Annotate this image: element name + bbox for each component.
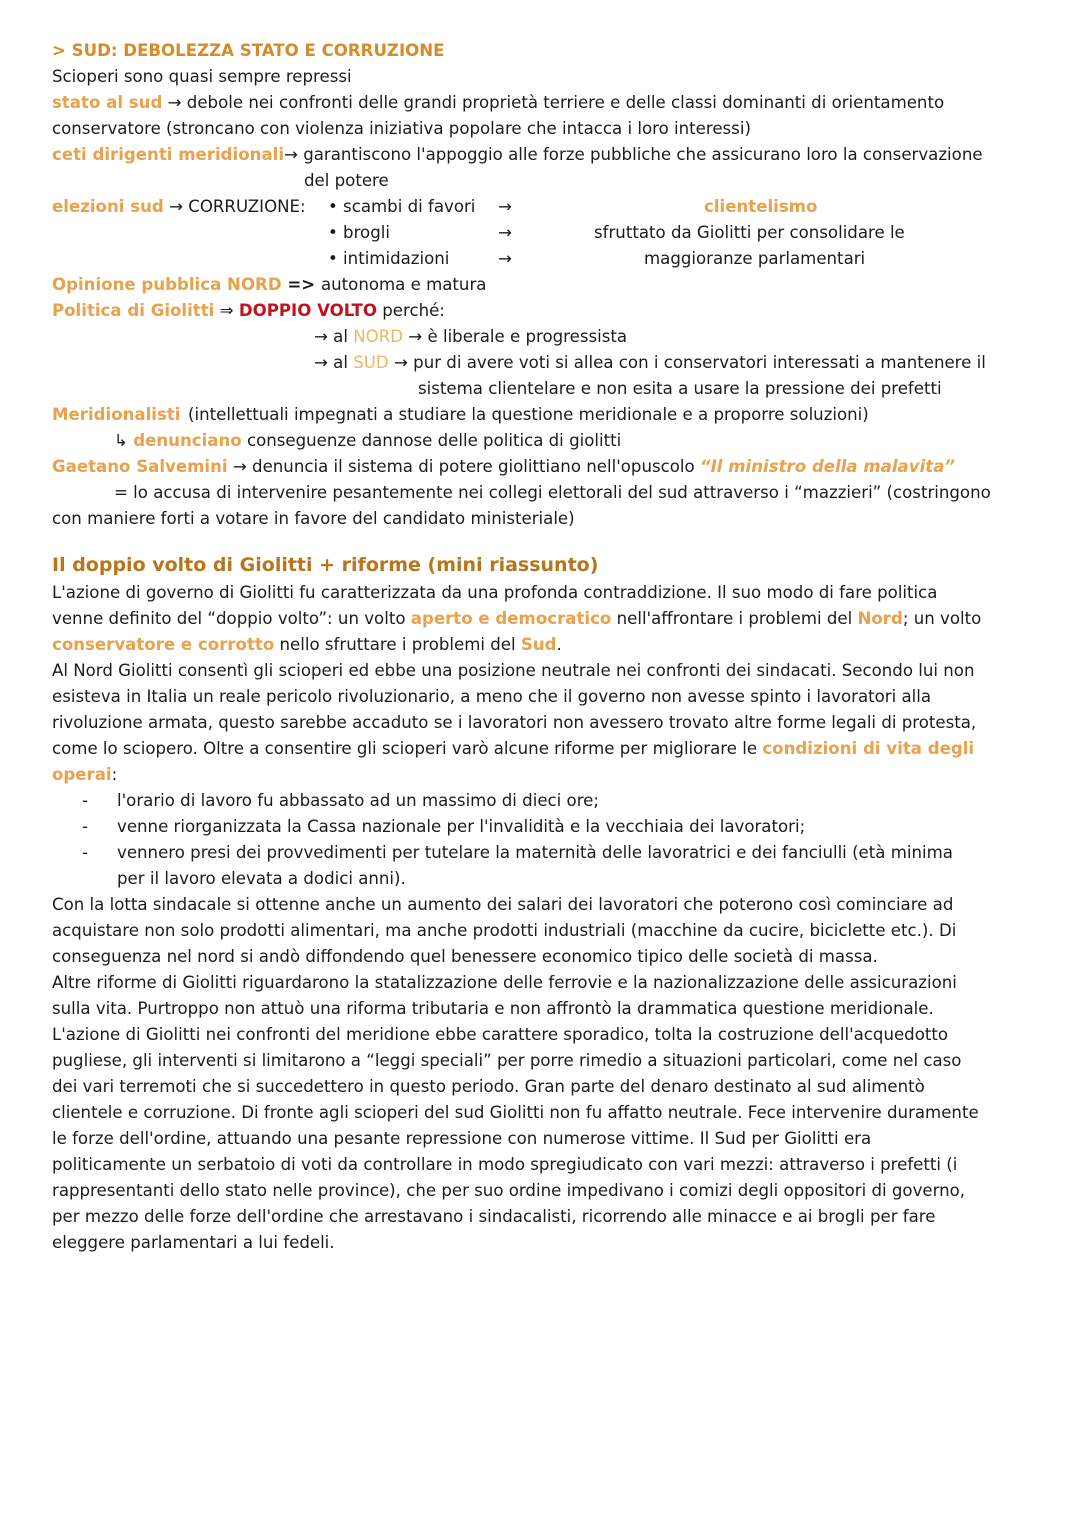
ceti-text-2: del potere [304,171,389,190]
paragraph-text: le forze dell'ordine, attuando una pesante repressione con numerose vittime. Il Sud per Giolitti era [52,1129,872,1148]
politica-text: perché: [376,301,445,320]
nord-line [52,324,1042,350]
paragraph-text: dei vari terremoti che si succedettero in questo periodo. Gran parte del denaro destinato al sud alimentò [52,1077,925,1096]
heading-text: Il doppio volto di Giolitti + riforme (mini riassunto) [52,554,599,576]
bullet-dash: - [82,817,88,836]
return-arrow-icon: ↳ [114,431,134,450]
paragraph-line [52,944,1042,970]
bullet-dash: - [82,843,88,862]
section-heading-sud [52,38,1042,64]
stato-text: → debole nei confronti delle grandi proprietà terriere e delle classi dominanti di orientamento [162,93,945,112]
paragraph-line [52,1074,1042,1100]
salvemini-line [52,454,1042,480]
elezioni-label: elezioni sud [52,197,164,216]
paragraph-line [52,1178,1042,1204]
paragraph-text: esisteva in Italia un reale pericolo rivoluzionario, a meno che il governo non avesse spinto i lavoratori alla [52,687,932,706]
elezioni-item: • brogli [328,223,390,242]
opuscolo-title: “Il ministro della malavita” [699,457,956,476]
sud-highlight: Sud [520,635,557,654]
condizioni-highlight: condizioni di vita degli [762,739,975,758]
paragraph-text: eleggere parlamentari a lui fedeli. [52,1233,335,1252]
paragraph-text: sulla vita. Purtroppo non attuò una riforma tributaria e non affrontò la drammatica questione meridionale. [52,999,934,1018]
list-item [52,788,1042,814]
sud-pre: → al [314,353,354,372]
notes-page [52,38,1042,1256]
accusa-line [52,480,1042,506]
list-item-text: vennero presi dei provvedimenti per tutelare la maternità delle lavoratrici e dei fanciulli (età minima [117,843,953,862]
paragraph-text: pugliese, gli interventi si limitarono a “leggi speciali” per porre rimedio a situazioni particolari, come nel caso [52,1051,962,1070]
paragraph-line [52,580,1042,606]
nord-word: NORD [353,327,404,346]
final-paragraph [52,892,1042,1256]
paragraph-line [52,1204,1042,1230]
paragraph-text: rappresentanti dello stato nelle province), che per suo ordine impedivano i comizi degli oppositori di governo, [52,1181,966,1200]
paragraph-text: come lo sciopero. Oltre a consentire gli scioperi varò alcune riforme per migliorare le [52,739,763,758]
paragraph-text: L'azione di governo di Giolitti fu caratterizzata da una profonda contraddizione. Il suo modo di fare politica [52,583,938,602]
paragraph-text: rivoluzione armata, questo sarebbe accaduto se i lavoratori non avessero trovato altre forme legali di protesta, [52,713,977,732]
nord-highlight: Nord [857,609,903,628]
paragraph-text: venne definito del “doppio volto”: un volto [52,609,411,628]
stato-line [52,90,1042,116]
arrow-icon: → [498,249,512,268]
sud-word: SUD [353,353,389,372]
paragraph-text: per mezzo delle forze dell'ordine che arrestavano i sindacalisti, ricorrendo alle minacce e ai brogli per fare [52,1207,936,1226]
bullet-dash: - [82,791,88,810]
paragraph-text: Con la lotta sindacale si ottenne anche un aumento dei salari dei lavoratori che poterono così cominciare ad [52,895,954,914]
paragraph-text: : [111,765,118,784]
sud-line [52,350,1042,376]
accusa-text: = lo accusa di intervenire pesantemente nei collegi elettorali del sud attraverso i “mazzieri” (costringono [114,483,991,502]
list-item [52,840,1042,866]
paragraph-line [52,736,1042,762]
list-item-text: per il lavoro elevata a dodici anni). [117,869,406,888]
paragraph-line [52,710,1042,736]
stato-text-2: conservatore (stroncano con violenza iniziativa popolare che intacca i loro interessi) [52,119,751,138]
elezioni-line-3 [52,246,1042,272]
elezioni-item: • scambi di favori [328,197,476,216]
paragraph-text: Al Nord Giolitti consentì gli scioperi ed ebbe una posizione neutrale nei confronti dei sindacati. Secondo lui non [52,661,975,680]
sud-line-2 [52,376,1042,402]
paragraph-line [52,606,1042,632]
list-item-text: venne riorganizzata la Cassa nazionale per l'invalidità e la vecchiaia dei lavoratori; [117,817,806,836]
denunciano-line [52,428,1042,454]
opinione-arrow: => [281,275,321,294]
paragraph-text: acquistare non solo prodotti alimentari, ma anche prodotti industriali (macchine da cucire, biciclette etc.). Di [52,921,957,940]
sud-text: → pur di avere voti si allea con i conservatori interessati a mantenere il [388,353,986,372]
denunciano-label: denunciano [133,431,242,450]
meridionalisti-label: Meridionalisti [52,405,181,424]
paragraph-line [52,1152,1042,1178]
politica-line [52,298,1042,324]
section-heading-riassunto [52,550,1042,580]
paragraph-line [52,1126,1042,1152]
list-item-continuation [52,866,1042,892]
politica-label: Politica di Giolitti [52,301,215,320]
nord-text: → è liberale e progressista [403,327,628,346]
arrow-icon: → [498,223,512,242]
paragraph-text: . [556,635,562,654]
paragraph-line [52,892,1042,918]
salvemini-text: → denuncia il sistema di potere giolittiano nell'opuscolo [227,457,700,476]
paragraph-text: conseguenza nel nord si andò diffondendo quel benessere economico tipico delle società di massa. [52,947,878,966]
denunciano-text: conseguenze dannose delle politica di giolitti [241,431,622,450]
paragraph-text: Altre riforme di Giolitti riguardarono la statalizzazione delle ferrovie e la nazionalizzazione delle assicurazioni [52,973,957,992]
salvemini-label: Gaetano Salvemini [52,457,228,476]
meridionalisti-line [52,402,1042,428]
paragraph-line [52,1048,1042,1074]
scioperi-line [52,64,1042,90]
paragraph-line [52,1230,1042,1256]
paragraph-line [52,996,1042,1022]
politica-arrow: ⇒ [214,301,239,320]
paragraph-line [52,632,1042,658]
meridionalisti-text: (intellettuali impegnati a studiare la questione meridionale e a proporre soluzioni) [188,405,869,424]
accusa-text-2: con maniere forti a votare in favore del candidato ministeriale) [52,509,575,528]
paragraph-text: ; un volto [902,609,982,628]
paragraph-line [52,1100,1042,1126]
ceti-label: ceti dirigenti meridionali [52,145,285,164]
paragraph-text: L'azione di Giolitti nei confronti del meridione ebbe carattere sporadico, tolta la costruzione dell'acquedotto [52,1025,949,1044]
elezioni-line-2 [52,220,1042,246]
operai-highlight: operai [52,765,112,784]
opinione-label: Opinione pubblica NORD [52,275,282,294]
clientelismo-text: sfruttato da Giolitti per consolidare le [594,223,905,242]
elezioni-item: • intimidazioni [328,249,450,268]
conservatore-corrotto: conservatore e corrotto [52,635,275,654]
opinione-line [52,272,1042,298]
scioperi-text: Scioperi sono quasi sempre repressi [52,67,352,86]
paragraph-line [52,918,1042,944]
clientelismo-label: clientelismo [704,197,818,216]
paragraph-text: politicamente un serbatoio di voti da controllare in modo spregiudicato con vari mezzi: attraverso i prefetti (i [52,1155,958,1174]
stato-label: stato al sud [52,93,163,112]
paragraph-line [52,970,1042,996]
accusa-line-2 [52,506,1042,532]
elezioni-text: → CORRUZIONE: [163,197,306,216]
opinione-text: autonoma e matura [320,275,487,294]
paragraph-line [52,684,1042,710]
paragraph-text: nello sfruttare i problemi del [274,635,521,654]
nord-pre: → al [314,327,354,346]
clientelismo-text-2: maggioranze parlamentari [644,249,866,268]
paragraph-text: clientele e corruzione. Di fronte agli scioperi del sud Giolitti non fu affatto neutrale. Fece intervenire duramente [52,1103,979,1122]
list-item [52,814,1042,840]
paragraph-text: nell'affrontare i problemi del [611,609,858,628]
paragraph-line [52,1022,1042,1048]
list-item-text: l'orario di lavoro fu abbassato ad un massimo di dieci ore; [117,791,599,810]
doppio-volto-label: DOPPIO VOLTO [238,301,377,320]
heading-text: > SUD: DEBOLEZZA STATO E CORRUZIONE [52,41,445,60]
ceti-line [52,142,1042,168]
sud-text-2: sistema clientelare e non esita a usare la pressione dei prefetti [418,379,942,398]
paragraph-line [52,762,1042,788]
arrow-icon: → [498,197,512,216]
ceti-text: → garantiscono l'appoggio alle forze pubbliche che assicurano loro la conservazione [284,145,983,164]
ceti-line-2 [52,168,1042,194]
paragraph-line [52,658,1042,684]
aperto-democratico: aperto e democratico [410,609,612,628]
stato-line-2 [52,116,1042,142]
elezioni-line [52,194,1042,220]
